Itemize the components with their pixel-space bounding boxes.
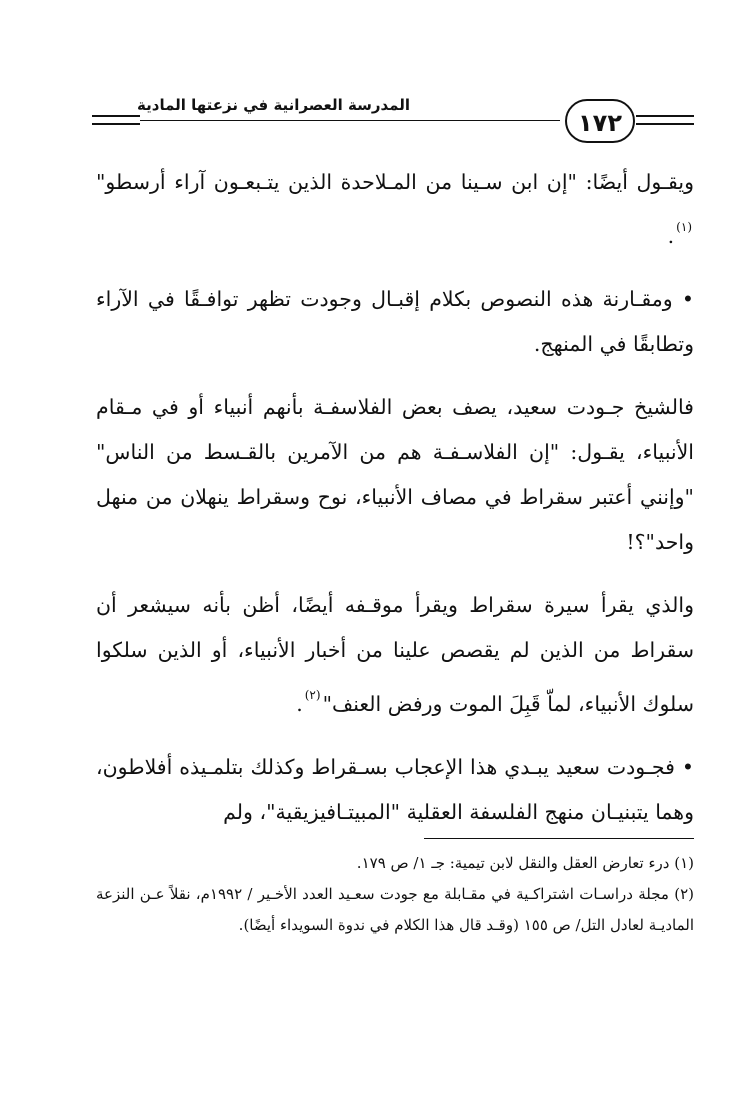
footnote-separator bbox=[424, 838, 694, 839]
paragraph-tail: . bbox=[667, 224, 675, 248]
header-rule-middle bbox=[140, 120, 560, 121]
footnote-marker: (٢) bbox=[304, 688, 321, 702]
paragraph bbox=[96, 385, 694, 565]
header-rule-right-bottom bbox=[636, 123, 694, 125]
paragraph bbox=[96, 745, 694, 835]
paragraph bbox=[96, 277, 694, 367]
header-rule-left-bottom bbox=[92, 123, 140, 125]
paragraph-text: فالشيخ جـودت سعيد، يصف بعض الفلاسفـة بأنهم أنبياء أو في مـقام الأنبياء، يقـول: "إن الفلاسـفـة هم من الآمرين بالقـسط من الناس" "وإنني أعتبر سقراط في مصاف الأنبياء، نوح وسقراط ينهلان من منهل واحد"؟! bbox=[96, 395, 694, 554]
footnote: (١) درء تعارض العقل والنقل لابن تيمية: جـ ١/ ص ١٧٩. bbox=[356, 854, 694, 872]
header-rule-left-top bbox=[92, 115, 140, 117]
paragraph-text: • ومقـارنة هذه النصوص بكلام إقبـال وجودت تظهر توافـقًا في الآراء وتطابقًا في المنهج. bbox=[96, 287, 694, 356]
running-header-title: المدرسة العصرانية في نزعتها المادية bbox=[137, 96, 410, 114]
header-rule-right-top bbox=[636, 115, 694, 117]
paragraph bbox=[96, 583, 694, 727]
paragraph-text: والذي يقرأ سيرة سقراط ويقرأ موقـفه أيضًا، أظن بأنه سيشعر أن سقراط من الذين لم يقصص علينا من أخبار الأنبياء، أو الذين سلكوا سلوك الأنبياء، لماّ قَبِلَ الموت ورفض العنف" bbox=[96, 593, 694, 716]
footnotes bbox=[96, 848, 694, 941]
footnote-marker: (١) bbox=[676, 220, 692, 234]
paragraph bbox=[96, 160, 694, 259]
footnote: (٢) مجلة دراسـات اشتراكـية في مقـابلة مع جودت سعـيد العدد الأخـير / ١٩٩٢م، نقلاً عـن النزعة الماديـة لعادل التل/ ص ١٥٥ (وقـد قال هذا الكلام في ندوة السويداء أيضًا). bbox=[96, 885, 694, 934]
paragraph-text: ويقـول أيضًا: "إن ابن سـينا من المـلاحدة الذين يتـبعـون آراء أرسطو" bbox=[96, 170, 694, 194]
page-number: ١٧٢ bbox=[565, 99, 635, 143]
paragraph-text: • فجـودت سعيد يبـدي هذا الإعجاب بسـقراط وكذلك بتلمـيذه أفلاطون، وهما يتبنيـان منهج الفلسفة العقلية "المبيتـافيزيقية"، ولم bbox=[96, 755, 694, 824]
paragraph-tail: . bbox=[296, 692, 303, 716]
body-text bbox=[96, 160, 694, 853]
